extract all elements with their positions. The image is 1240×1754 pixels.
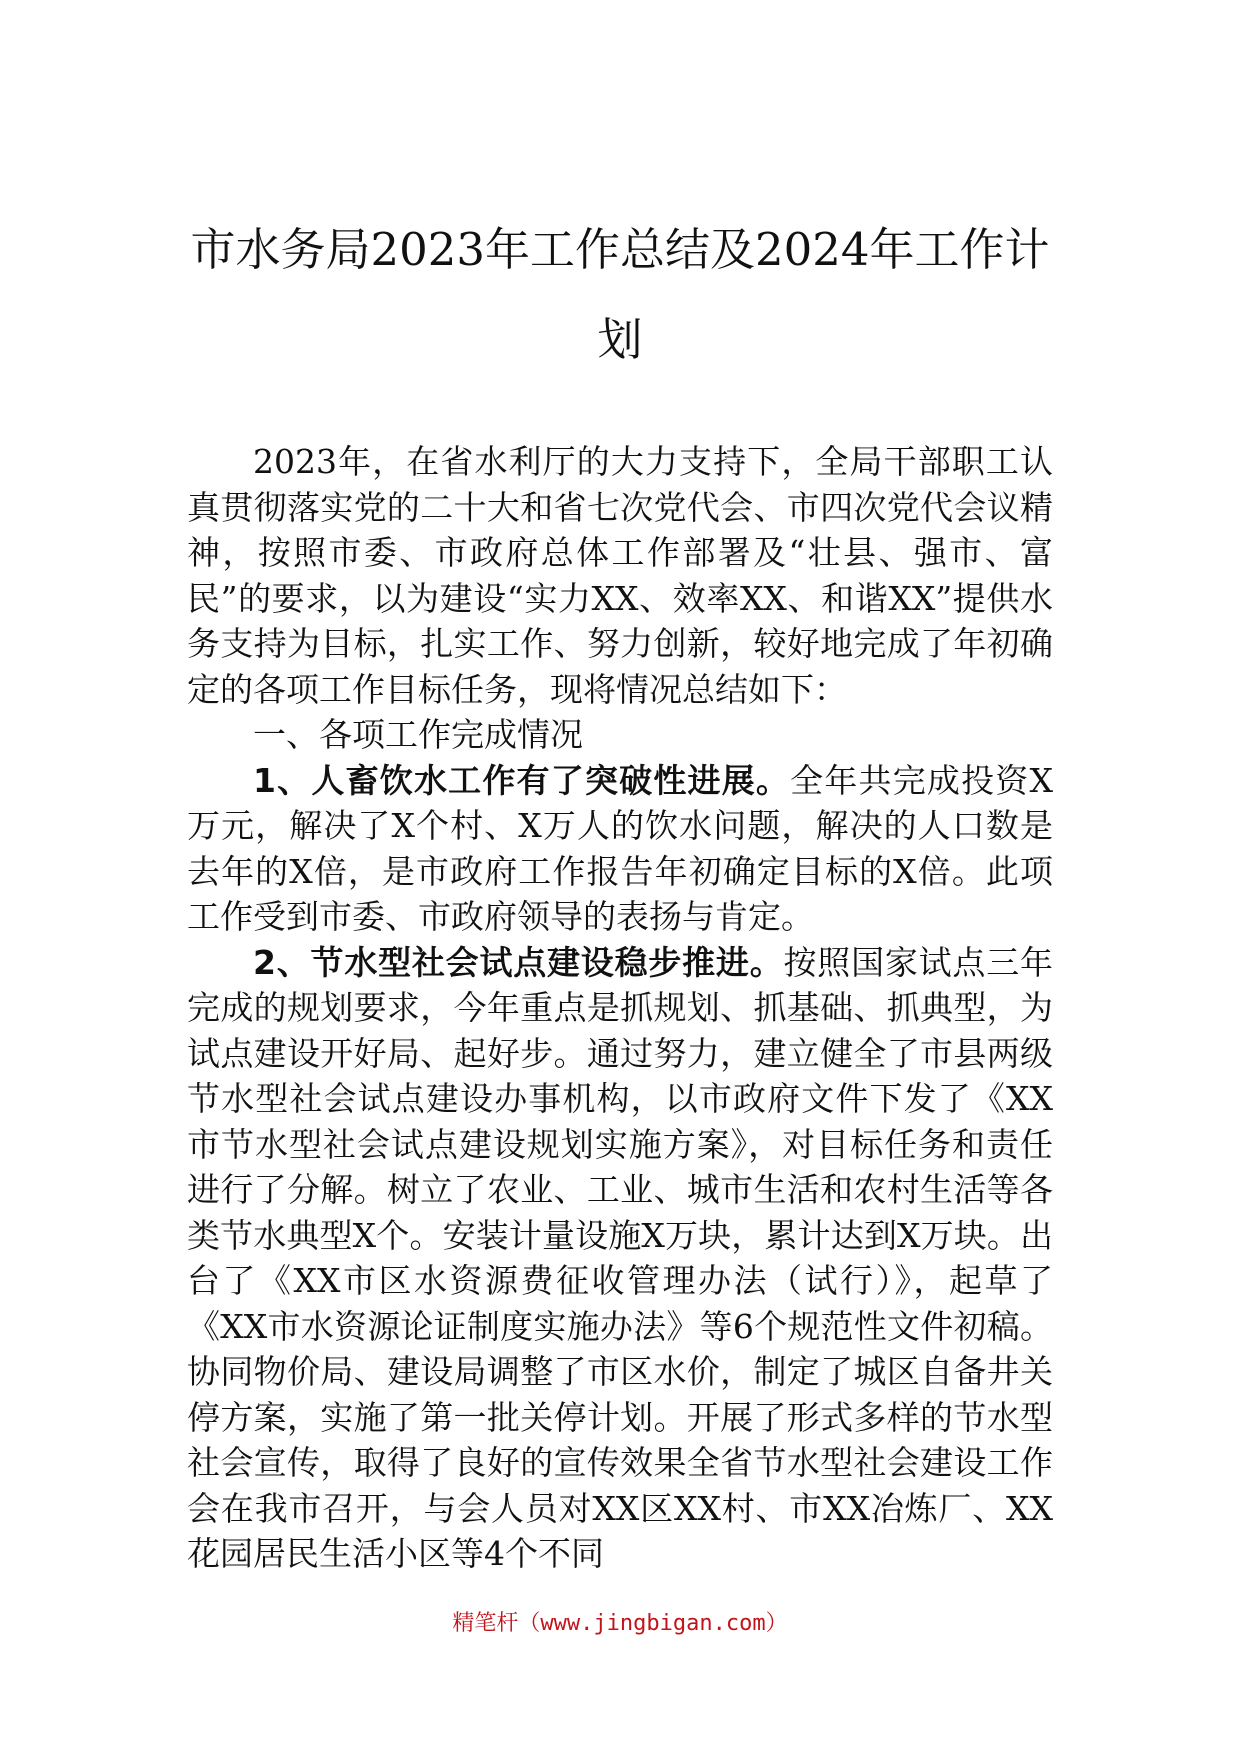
intro-paragraph: 2023年，在省水利厅的大力支持下，全局干部职工认真贯彻落实党的二十大和省七次党代会、市四次党代会议精神，按照市委、市政府总体工作部署及“壮县、强市、富民”的要求，以为建设“实力XX、效率XX、和谐XX”提供水务支持为目标，扎实工作、努力创新，较好地完成了年初确定的各项工作目标任务，现将情况总结如下： [187,442,1053,709]
document-body [187,439,1053,1577]
item-1-text: 全年共完成投资X万元，解决了X个村、X万人的饮水问题，解决的人口数是去年的X倍，是市政府工作报告年初确定目标的X倍。此项工作受到市委、市政府领导的表扬与肯定。 [187,760,1053,936]
item-1-heading: 1、人畜饮水工作有了突破性进展。 [253,760,791,800]
section-heading: 一、各项工作完成情况 [253,715,583,754]
item-2-text: 按照国家试点三年完成的规划要求，今年重点是抓规划、抓基础、抓典型，为试点建设开好局、起好步。通过努力，建立健全了市县两级节水型社会试点建设办事机构，以市政府文件下发了《XX市节水型社会试点建设规划实施方案》，对目标任务和责任进行了分解。树立了农业、工业、城市生活和农村生活等各类节水典型X个。安装计量设施X万块，累计达到X万块。出台了《XX市区水资源费征收管理办法（试行）》，起草了《XX市水资源论证制度实施办法》等6个规范性文件初稿。协同物价局、建设局调整了市区水价，制定了城区自备井关停方案，实施了第一批关停计划。开展了形式多样的节水型社会宣传，取得了良好的宣传效果全省节水型社会建设工作会在我市召开，与会人员对XX区XX村、市XX冶炼厂、XX花园居民生活小区等4个不同 [187,942,1054,1573]
item-1-paragraph [187,758,1053,940]
document-title: 市水务局2023年工作总结及2024年工作计划 [190,223,1050,366]
footer-watermark: 精笔杆（www.jingbigan.com） [452,1611,788,1636]
item-2-paragraph [187,940,1053,1577]
item-2-heading: 2、节水型社会试点建设稳步推进。 [253,942,784,982]
